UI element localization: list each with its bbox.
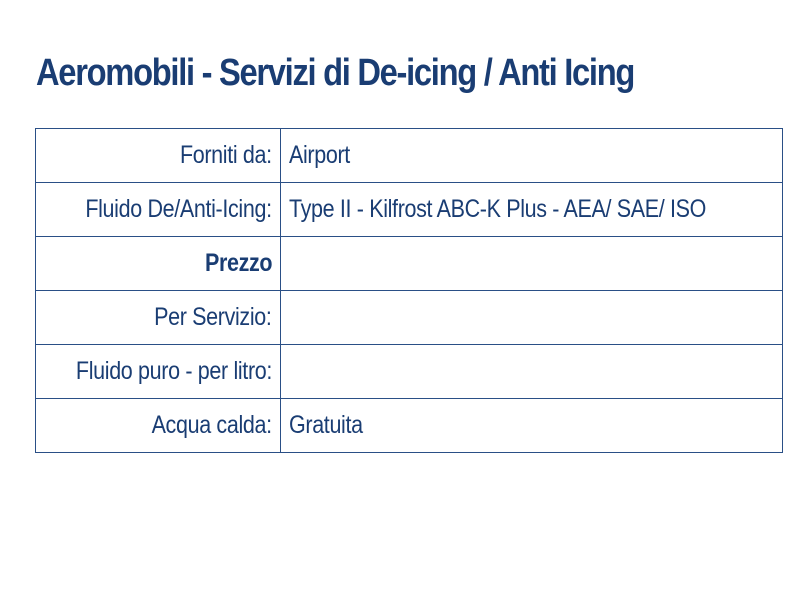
hot-water-value: Gratuita xyxy=(289,411,363,439)
table-row-provider xyxy=(36,129,783,183)
table-row-fluid xyxy=(36,183,783,237)
row-label xyxy=(36,345,281,399)
fluid-label: Fluido De/Anti-Icing: xyxy=(85,195,272,223)
per-service-label: Per Servizio: xyxy=(154,303,272,331)
row-value xyxy=(281,399,783,453)
price-heading: Prezzo xyxy=(204,249,272,277)
row-value xyxy=(281,183,783,237)
page-title: Aeromobili - Servizi di De-icing / Anti Icing xyxy=(36,52,635,94)
table-row-hot-water xyxy=(36,399,783,453)
provider-value: Airport xyxy=(289,141,350,169)
row-label xyxy=(36,399,281,453)
table-row-per-service xyxy=(36,291,783,345)
row-value xyxy=(281,237,783,291)
row-label xyxy=(36,291,281,345)
hot-water-label: Acqua calda: xyxy=(151,411,272,439)
table-row-pure-fluid xyxy=(36,345,783,399)
row-label xyxy=(36,129,281,183)
provider-label: Forniti da: xyxy=(180,141,272,169)
pure-fluid-label: Fluido puro - per litro: xyxy=(75,357,272,385)
row-value xyxy=(281,129,783,183)
row-label xyxy=(36,183,281,237)
table-row-price-header xyxy=(36,237,783,291)
row-label xyxy=(36,237,281,291)
row-value xyxy=(281,345,783,399)
fluid-value: Type II - Kilfrost ABC-K Plus - AEA/ SAE/ ISO xyxy=(289,195,707,223)
row-value xyxy=(281,291,783,345)
deicing-services-table xyxy=(35,128,783,453)
